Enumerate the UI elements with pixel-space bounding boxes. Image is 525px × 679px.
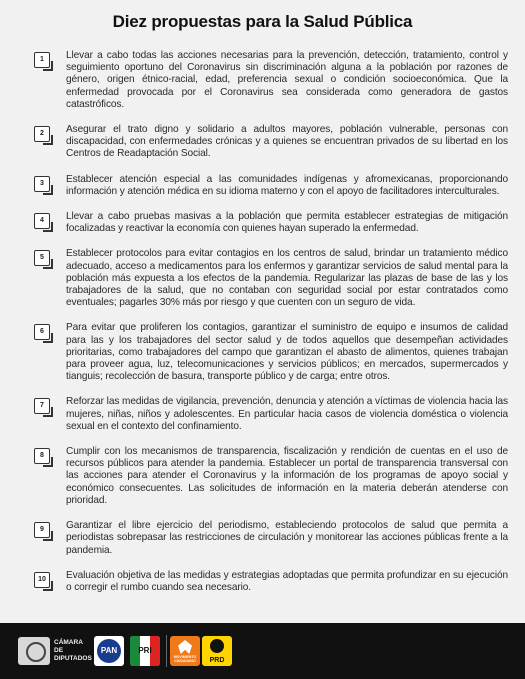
sun-icon xyxy=(210,639,224,653)
list-item xyxy=(34,396,508,433)
item-number-badge: 3 xyxy=(34,176,50,192)
movimiento-ciudadano-logo xyxy=(170,636,200,666)
item-text: Asegurar el trato digno y solidario a adultos mayores, población vulnerable, personas con discapacidad, con enfermedades crónicas y a quienes se encuentran privados de su libertad en los Centros de Readaptación Social. xyxy=(66,124,508,160)
item-number-badge: 5 xyxy=(34,250,50,266)
eagle-icon xyxy=(178,640,192,654)
pri-logo-label: PRI xyxy=(138,646,152,655)
camara-seal-icon xyxy=(18,637,50,665)
list-item xyxy=(34,50,508,111)
pan-logo xyxy=(94,636,124,666)
item-number-badge: 8 xyxy=(34,448,50,464)
item-number-badge: 1 xyxy=(34,52,50,68)
item-number-badge: 7 xyxy=(34,398,50,414)
list-item xyxy=(34,124,508,161)
item-number-badge: 9 xyxy=(34,522,50,538)
mc-logo-label: MOVIMIENTO CIUDADANO xyxy=(173,655,197,663)
proposal-list xyxy=(34,50,508,607)
list-item xyxy=(34,174,508,198)
list-item xyxy=(34,248,508,309)
camara-label: CÁMARA DE DIPUTADOS xyxy=(54,639,92,662)
item-number-badge: 6 xyxy=(34,324,50,340)
item-number-badge: 2 xyxy=(34,126,50,142)
list-item xyxy=(34,520,508,557)
prd-logo xyxy=(202,636,232,666)
pan-logo-label: PAN xyxy=(97,639,121,663)
item-text: Reforzar las medidas de vigilancia, prevención, denuncia y atención a víctimas de violencia hacia las mujeres, niñas, niños y adolescentes. En particular hacia casos de violencia doméstica o violencia sexual en el contexto del confinamiento. xyxy=(66,396,508,432)
item-text: Llevar a cabo pruebas masivas a la población que permita establecer estrategias de mitigación focalizadas y reactivar la economía con quienes hayan superado la enfermedad. xyxy=(66,211,508,235)
prd-logo-label: PRD xyxy=(209,657,225,664)
item-text: Llevar a cabo todas las acciones necesarias para la prevención, detección, tratamiento, control y seguimiento oportuno del Coronavirus sin discriminación alguna a la población por razones de género, origen étnico-racial, edad, preferencia sexual o condición socioeconómica. Que la enfermedad provocada por el Coronavirus sea considerada como generadora de gastos catastróficos. xyxy=(66,50,508,110)
list-item xyxy=(34,570,508,594)
logo-divider xyxy=(166,635,167,667)
item-text: Cumplir con los mecanismos de transparencia, fiscalización y rendición de cuentas en el uso de recursos públicos para atender la pandemia. Establecer un portal de transparencia transversal con las acciones para atender el Coronavirus y la información de los programas de apoyo social y económico consecuentes. Las solicitudes de información en la materia deberán atenderse con prioridad. xyxy=(66,446,508,506)
list-item xyxy=(34,211,508,235)
item-text: Evaluación objetiva de las medidas y estrategias adoptadas que permita profundizar en su ejecución o corregir el rumbo cuando sea necesario. xyxy=(66,569,508,593)
pri-logo xyxy=(130,636,160,666)
footer-logo-bar xyxy=(0,623,525,679)
list-item xyxy=(34,446,508,507)
page-title: Diez propuestas para la Salud Pública xyxy=(112,12,413,31)
item-text: Establecer atención especial a las comunidades indígenas y afromexicanas, proporcionando información y atención médica en su idioma materno y con el apoyo de facilitadores interculturales. xyxy=(66,173,508,197)
item-text: Garantizar el libre ejercicio del periodismo, estableciendo protocolos de salud que permita a periodistas sobrepasar las restricciones de circulación y monitorear las acciones públicas frente a la pandemia. xyxy=(66,520,508,556)
item-text: Para evitar que proliferen los contagios, garantizar el suministro de equipo e insumos de calidad para las y los trabajadores del sector salud y de todos aquellos que desempeñan actividades prioritarias, como trabajadores del campo que garantizan el abasto de alimentos, quienes trabajan para proveer agua, luz, telecomunicaciones y servicios públicos; en mercados, supermercados y tianguis; recolección de basura, transporte público y de carga; entre otros. xyxy=(66,322,508,383)
item-text: Establecer protocolos para evitar contagios en los centros de salud, brindar un tratamiento médico adecuado, acceso a medicamentos para los enfermos y garantizar servicios de salud mental para la población más expuesta a los efectos de la pandemia. Regularizar las plazas de base de las y los trabajadores de la salud, que no contaban con seguridad social por estar contratados como eventuales; pagarles 30% más por riesgo y que cuenten con un seguro de vida. xyxy=(66,248,508,309)
item-number-badge: 4 xyxy=(34,213,50,229)
list-item xyxy=(34,322,508,383)
item-number-badge: 10 xyxy=(34,572,50,588)
